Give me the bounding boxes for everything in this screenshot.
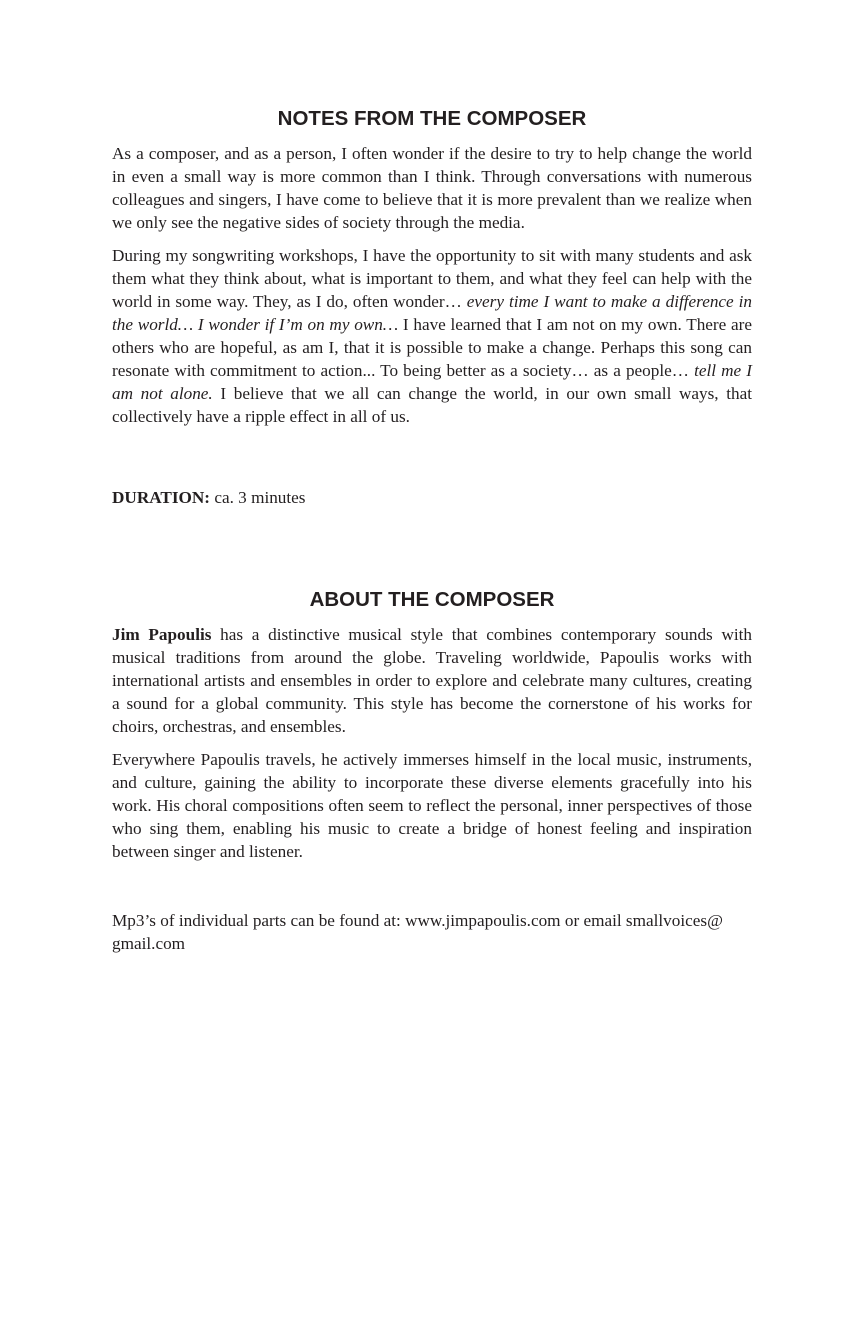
content [112, 106, 752, 965]
mp3-line-2: gmail.com [112, 934, 186, 953]
duration-value: ca. 3 minutes [210, 488, 306, 507]
about-paragraph-1 [112, 623, 752, 738]
duration-label: DURATION: [112, 488, 211, 507]
lyric-quote: every time I want to make a difference in the world… I wonder if I’m on my own… [112, 292, 752, 334]
text: I believe that we all can change the world, in our own small ways, that collectively have a ripple effect in all of us. [112, 384, 753, 426]
text: I have learned that I am not on my own. There are others who are hopeful, as am I, that it is possible to make a change. Perhaps this song can resonate with commitment to action... To being better as a society… as a people… [112, 315, 752, 380]
composer-name: Jim Papoulis [112, 625, 212, 644]
text: During my songwriting workshops, I have the opportunity to sit with many students and ask them what they think about, what is important to them, and what they feel can help with the world in some way. They, as I do, often wonder… [112, 246, 752, 311]
mp3-info [112, 909, 752, 955]
about-paragraph-2: Everywhere Papoulis travels, he actively immerses himself in the local music, instruments, and culture, gaining the ability to incorporate these diverse elements gracefully into his work. His choral compositions often seem to reflect the personal, inner perspectives of those who sing them, enabling his music to create a bridge of honest feeling and inspiration between singer and listener. [112, 750, 752, 861]
notes-paragraph-1: As a composer, and as a person, I often wonder if the desire to try to help change the world in even a small way is more common than I think. Through conversations with numerous colleagues and singers, I have come to believe that it is more prevalent than we realize when we only see the negative sides of society through the media. [112, 144, 752, 232]
mp3-line-1: Mp3’s of individual parts can be found at: www.jimpapoulis.com or email smallvoices@ [112, 911, 723, 930]
lyric-quote: tell me I am not alone. [112, 361, 752, 403]
about-title: ABOUT THE COMPOSER [309, 588, 555, 611]
notes-title: NOTES FROM THE COMPOSER [277, 107, 587, 130]
text: has a distinctive musical style that combines contemporary sounds with musical traditions from around the globe. Traveling worldwide, Papoulis works with international artists and ensembles in order to explore and celebrate many cultures, creating a sound for a global community. This style has become the cornerstone of his works for choirs, orchestras, and ensembles. [112, 625, 753, 736]
notes-paragraph-2 [112, 244, 752, 428]
duration [112, 486, 752, 509]
